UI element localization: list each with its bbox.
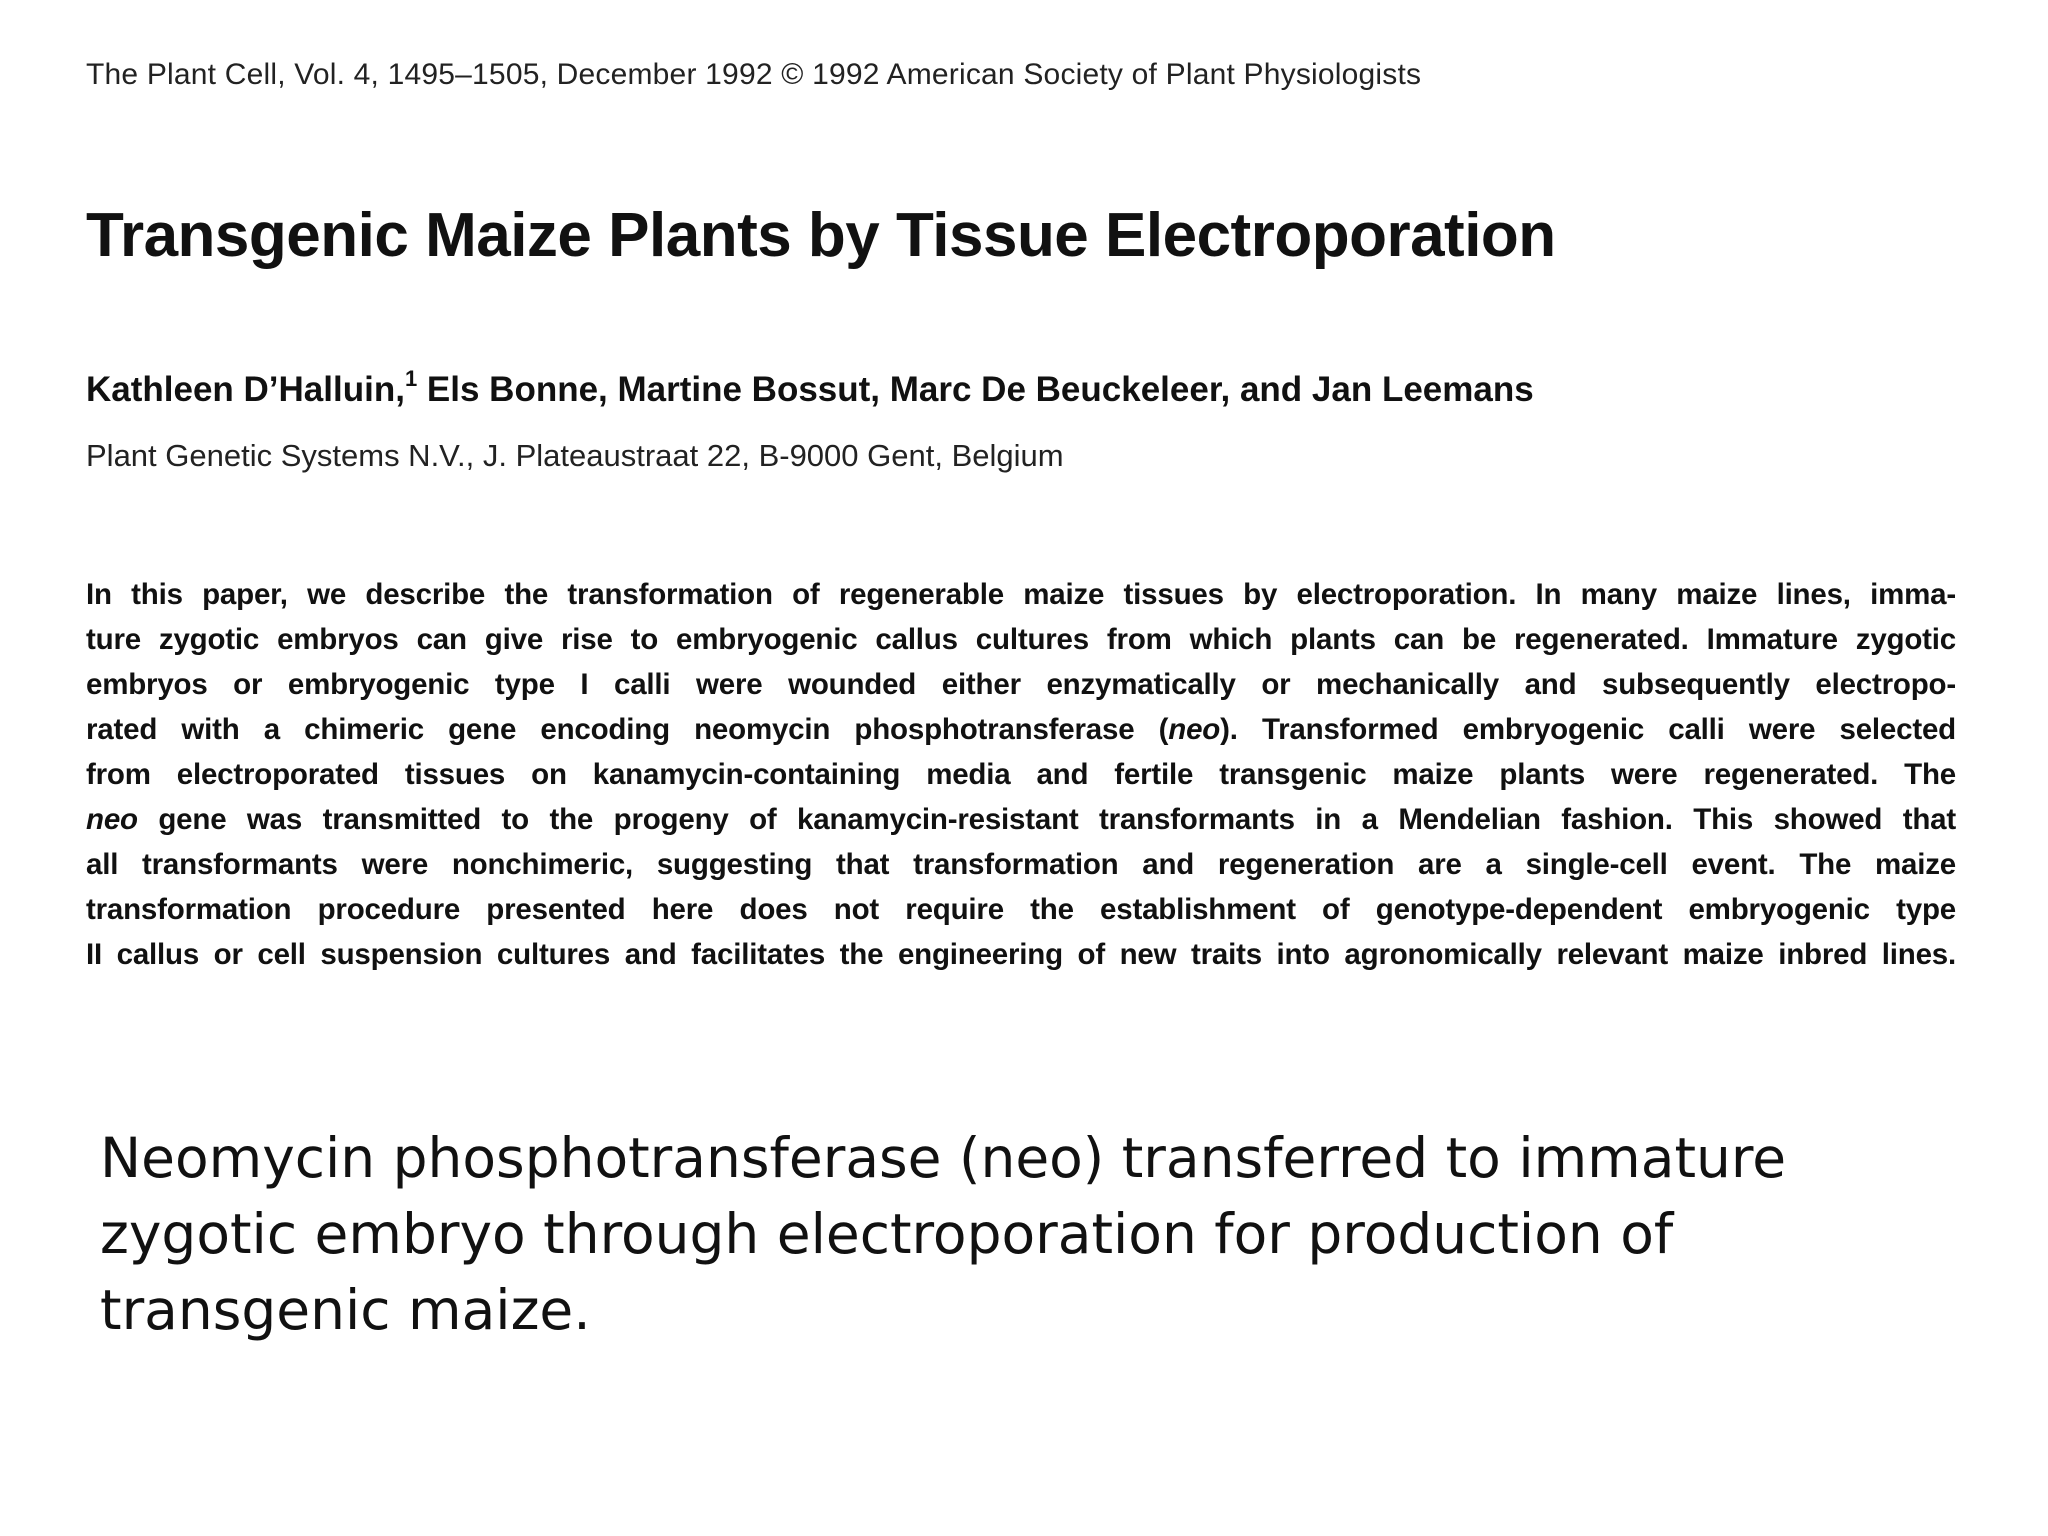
abstract-line: from electroporated tissues on kanamycin-containing media and fertile transgenic maize plants were regenerated. The	[86, 758, 1956, 791]
abstract-line: II callus or cell suspension cultures and facilitates the engineering of new traits into agronomically relevant maize inbred lines.	[86, 938, 1956, 971]
abstract-line: In this paper, we describe the transformation of regenerable maize tissues by electroporation. In many maize lines, imma-	[86, 578, 1956, 611]
paper-title: Transgenic Maize Plants by Tissue Electroporation	[86, 201, 1556, 270]
abstract-line: embryos or embryogenic type I calli were wounded either enzymatically or mechanically and subsequently electropo-	[86, 668, 1956, 701]
abstract-line: ture zygotic embryos can give rise to embryogenic callus cultures from which plants can be regenerated. Immature zygotic	[86, 623, 1956, 656]
abstract-line: transformation procedure presented here does not require the establishment of genotype-dependent embryogenic type	[86, 893, 1956, 926]
author-rest: Els Bonne, Martine Bossut, Marc De Beuckeleer, and Jan Leemans	[417, 370, 1534, 409]
author-list	[86, 366, 1534, 410]
abstract-line: all transformants were nonchimeric, suggesting that transformation and regeneration are a single-cell event. The maize	[86, 848, 1956, 881]
journal-citation: The Plant Cell, Vol. 4, 1495–1505, December 1992 © 1992 American Society of Plant Physiologists	[86, 58, 1422, 91]
affiliation: Plant Genetic Systems N.V., J. Plateaustraat 22, B-9000 Gent, Belgium	[86, 438, 1064, 473]
author-footnote-marker: 1	[404, 366, 418, 391]
abstract-line: rated with a chimeric gene encoding neomycin phosphotransferase (neo). Transformed embryogenic calli were selected	[86, 713, 1956, 746]
abstract	[86, 572, 1956, 977]
author-first: Kathleen D’Halluin,	[86, 370, 405, 409]
slide-caption: Neomycin phosphotransferase (neo) transferred to immature zygotic embryo through electroporation for production of transgenic maize.	[100, 1126, 1787, 1342]
abstract-line: neo gene was transmitted to the progeny of kanamycin-resistant transformants in a Mendelian fashion. This showed that	[86, 803, 1956, 836]
